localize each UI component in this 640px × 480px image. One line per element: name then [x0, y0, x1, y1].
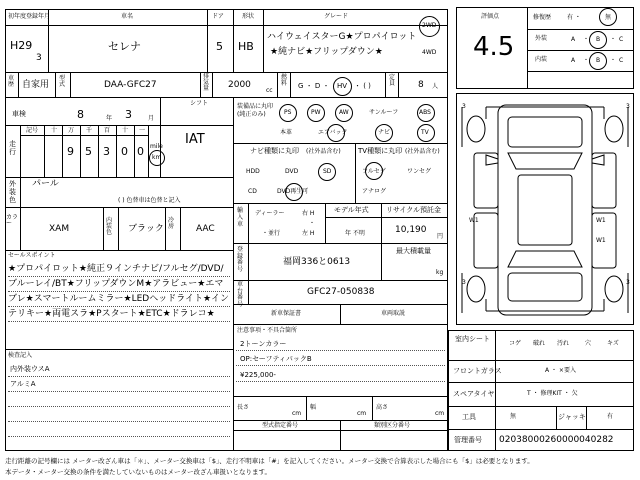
import-parallel: ・並行 [262, 230, 281, 237]
mileage-col-5: 十 [122, 127, 129, 134]
footer-note-1: 走行距離の記号欄には メーター改ざん車は「＊」、メーター交換車は「$」、走行不明車は「#」を記入してください。メーター交換で合算表示した場合にも「$」は必要となります。 [5, 457, 534, 465]
color-code-value: XAM [49, 224, 70, 234]
width-label: 幅 [310, 404, 317, 411]
equip-tv: TV [421, 129, 429, 136]
navi-type-sub: (社外品含む) [306, 148, 341, 155]
interior-grade-label: 内装 [535, 56, 548, 63]
inspection-year-unit: 年 [106, 115, 113, 122]
frame-value: GFC27-050838 [307, 287, 375, 297]
mileage-col-3: 千 [86, 127, 93, 134]
class-number-label: 類別区分番号 [374, 422, 411, 429]
shift-value: IAT [185, 132, 205, 147]
ac-value: AAC [196, 224, 215, 234]
height-unit: cm [435, 410, 445, 417]
seat-item: 破れ [533, 340, 546, 347]
mileage-digit: 9 [67, 145, 74, 158]
mileage-digit: 5 [85, 145, 92, 158]
max-load-unit: kg [436, 269, 444, 276]
fuel-other: ・ ( ) [354, 82, 371, 90]
type-number-label: 型式指定番号 [262, 422, 299, 429]
color-code-label: カラー [6, 214, 19, 227]
navi-type-title: ナビ種類に丸印 [250, 147, 299, 155]
seat-item: コゲ [509, 340, 522, 347]
import-dot: ・ [309, 220, 316, 227]
jack-label: ジャッキ [558, 413, 586, 421]
equip-airbag: エアバック [318, 129, 348, 136]
exterior-grade-a: A [571, 36, 576, 43]
length-unit: cm [292, 410, 302, 417]
repair-options: 有 ・ [567, 14, 581, 21]
plate-label: 登録番号 [237, 246, 244, 273]
plate-value: 福岡336と0613 [283, 257, 351, 267]
capacity-unit: 人 [432, 83, 439, 90]
spare-tire-label: スペアタイヤ [453, 390, 495, 398]
score-label: 評価点 [481, 13, 500, 20]
mileage-digit: 3 [103, 145, 110, 158]
notes-line: ¥225,000- [240, 371, 276, 379]
tools-label: 工具 [462, 413, 476, 421]
inspection-month: 3 [125, 108, 132, 121]
model-value: DAA-GFC27 [104, 80, 157, 90]
recycle-label: リサイクル預託金 [386, 206, 442, 214]
doors-label: ドア [212, 13, 224, 20]
tools-value: 無 [510, 413, 517, 420]
navi-cd: CD [248, 188, 257, 195]
navi-dvd-play: DVD再生可 [277, 188, 309, 195]
shape-value: HB [238, 40, 254, 53]
doors-value: 5 [216, 40, 223, 53]
repair-label: 修復歴 [533, 14, 552, 21]
seat-item: キズ [607, 340, 619, 347]
use-label: 車歴 [8, 75, 15, 88]
use-value: 自家用 [22, 80, 50, 90]
mileage-digit: 0 [121, 145, 128, 158]
interior-grade-a: A [571, 57, 576, 64]
inspector-line: アルミA [10, 380, 36, 388]
capacity-label: 定員 [389, 74, 396, 87]
fuel-options: G ・ D ・ [298, 82, 330, 90]
repair-none: 無 [605, 14, 612, 21]
first-reg-month: 3 [36, 53, 42, 63]
recycle-unit: 円 [437, 233, 444, 240]
disp-unit: cc [266, 87, 273, 94]
inspector-line: 内外装ウスA [10, 365, 50, 373]
fuel-label: 燃料 [281, 74, 288, 87]
seat-label: 室内シート [455, 335, 490, 343]
ext-color-note: ( ) 色替車は色替と記入 [118, 197, 181, 204]
car-name: セレナ [108, 40, 141, 53]
tv-analog: アナログ [362, 188, 387, 195]
exterior-grade-c: C [619, 36, 624, 43]
mileage-col-2: 万 [68, 127, 75, 134]
sales-points-label: セールスポイント [8, 252, 56, 259]
jack-value: 有 [607, 413, 614, 420]
interior-grade-b: B [596, 57, 601, 64]
mileage-unit-km: km [152, 154, 162, 161]
manual-label: 車両取説 [381, 310, 406, 317]
notes-label: 注意事項・不具合箇所 [237, 327, 298, 334]
drive-4wd: 4WD [422, 49, 437, 56]
navi-dvd: DVD [285, 168, 299, 175]
inspection-label: 車検 [12, 110, 26, 118]
car-diagram [456, 93, 634, 325]
drive-2wd: 2WD [422, 22, 437, 29]
mgmt-number-label: 管理番号 [454, 436, 482, 444]
exterior-grade-dot: ・ [610, 36, 617, 43]
equip-pw: PW [311, 109, 321, 116]
windshield-label: フロントガラス [453, 367, 502, 375]
score-value: 4.5 [473, 32, 515, 62]
length-label: 長さ [237, 404, 250, 411]
notes-line: 2トーンカラー [240, 340, 287, 348]
navi-sd: SD [323, 168, 332, 175]
max-load-label: 最大積載量 [396, 247, 431, 255]
sales-points-text: ★プロパイロット★純正９インチナビ/フルセグ/DVD/ブルーレイ/BT★フリップダウンM★アラビュー★エマブレ★スマートルームミラー★LEDヘッドライト★インテリキー★両電スラ★Pスタート★ETC★ドラレコ★ [8, 264, 230, 319]
warranty-label: 新車保証書 [271, 310, 302, 317]
ext-color-value: パール [32, 179, 59, 189]
mileage-col-symbol: 記号 [26, 127, 39, 134]
ac-label: 冷房 [168, 217, 175, 230]
ext-color-label: 外装色 [9, 180, 16, 205]
interior-color-label: 内装色 [106, 217, 113, 236]
disp-label: 排気量 [203, 73, 210, 92]
import-left-hand: 左 H [302, 230, 315, 237]
import-label: 輸入車 [237, 207, 244, 228]
notes-line: OP:セーフティパックB [240, 355, 312, 363]
diagram-bracket-num: 3 [462, 103, 466, 110]
tv-fullseg: フルセグ [362, 168, 386, 175]
mileage-digit: 0 [137, 145, 144, 158]
exterior-grade-label: 外装 [535, 35, 548, 42]
diagram-w1-left: W1 [469, 217, 479, 224]
shift-label: シフト [190, 100, 209, 107]
mileage-col-1: 十 [51, 127, 58, 134]
spare-tire-value: T ・ 修理KIT ・ 欠 [527, 390, 578, 397]
first-reg-year: H29 [10, 39, 33, 52]
interior-grade-dot: ・ [583, 57, 590, 64]
mileage-col-4: 百 [104, 127, 111, 134]
exterior-grade-dot: ・ [583, 36, 590, 43]
equip-ps: PS [284, 109, 292, 116]
car-name-label: 車名 [121, 13, 134, 20]
first-reg-label: 初年度登録年月 [8, 13, 51, 20]
equip-sub: (純正のみ) [237, 111, 266, 118]
model-label: 型式 [59, 75, 66, 88]
mileage-label: 走行 [9, 140, 16, 157]
equip-aw: AW [339, 109, 349, 116]
tv-type-sub: (社外品含む) [405, 148, 440, 155]
mileage-unit-mile: mile [150, 143, 163, 150]
import-right-hand: 右 H [302, 210, 315, 217]
tv-oneseg: ワンセグ [407, 168, 432, 175]
diagram-w1-right: W1 [596, 217, 606, 224]
capacity-value: 8 [418, 80, 424, 90]
windshield-value: A ・ ×要入 [545, 367, 576, 374]
grade-label: グレード [324, 13, 349, 20]
equip-label: 装備品に丸印 [237, 103, 274, 110]
seat-item: 穴 [585, 340, 592, 347]
mgmt-number-value: 02038000260000040282 [499, 435, 614, 445]
seat-item: 汚れ [557, 340, 570, 347]
shape-label: 形状 [242, 13, 255, 20]
interior-grade-c: C [619, 57, 624, 64]
mileage-col-6: 一 [139, 127, 146, 134]
model-year-value: 年 不明 [345, 230, 365, 237]
grade-line1: ハイウェイスターG★プロパイロット [267, 32, 417, 42]
disp-value: 2000 [228, 80, 251, 90]
frame-label: 車台番号 [237, 281, 244, 308]
exterior-grade-b: B [596, 36, 601, 43]
model-year-label: モデル年式 [334, 206, 369, 214]
diagram-bracket-num: 3 [626, 279, 630, 286]
equip-sunroof: サンルーフ [369, 109, 399, 116]
recycle-value: 10,190 [395, 225, 427, 235]
diagram-bracket-num: 3 [626, 103, 630, 110]
tv-type-title: TV種類に丸印 [358, 147, 403, 155]
fuel-hv: HV [337, 82, 348, 90]
equip-navi: ナビ [378, 129, 391, 136]
equip-abs: ABS [419, 109, 431, 116]
grade-line2: ★純ナビ★フリップダウン★ [270, 47, 383, 57]
equip-leather: 本革 [280, 129, 293, 136]
interior-color-value: ブラック [128, 224, 164, 234]
diagram-bracket-num: 3 [462, 279, 466, 286]
width-unit: cm [357, 410, 367, 417]
inspector-label: 検査記入 [8, 352, 33, 359]
navi-hdd: HDD [246, 168, 260, 175]
footer-note-2: 本データ・メーター交換の条件を満たしていないものはメーター改ざん車扱いとなります。 [5, 468, 271, 476]
interior-grade-dot: ・ [610, 57, 617, 64]
inspection-month-unit: 月 [148, 115, 155, 122]
import-dealer: ディーラー [255, 210, 285, 217]
inspection-year: 8 [77, 108, 84, 121]
diagram-w1-right2: W1 [596, 237, 606, 244]
height-label: 高さ [376, 404, 389, 411]
